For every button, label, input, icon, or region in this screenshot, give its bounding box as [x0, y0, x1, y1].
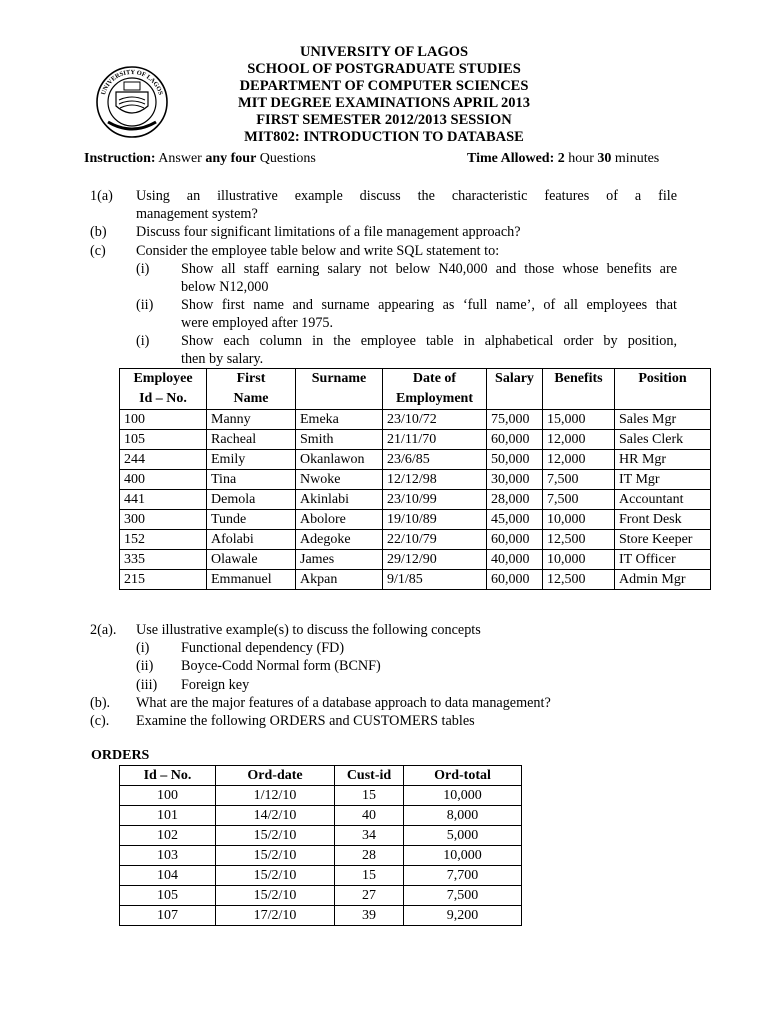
col-header-cust-id: Cust-id [335, 766, 404, 786]
col-header-ord-date: Ord-date [216, 766, 335, 786]
table-cell: 12,000 [543, 430, 615, 450]
table-cell: Okanlawon [296, 450, 383, 470]
q2a-ii-number: (ii) [136, 658, 154, 674]
q1b-number: (b) [90, 224, 107, 240]
orders-table-header-row [120, 766, 522, 786]
instruction-bold: any four [205, 151, 257, 166]
col-header-date-of-employment: Date of Employment [383, 369, 487, 410]
q1c-text: Consider the employee table below and write SQL statement to: [136, 243, 500, 259]
table-cell: 335 [120, 550, 207, 570]
table-cell: 15/2/10 [216, 846, 335, 866]
q1a-text-line2: management system? [136, 206, 258, 222]
q1a-text-line1: Using an illustrative example discuss the characteristic features of a file [136, 188, 677, 204]
table-cell: 45,000 [487, 510, 543, 530]
q2a-text: Use illustrative example(s) to discuss the following concepts [136, 622, 481, 638]
order-row [120, 826, 522, 846]
table-cell: Demola [207, 490, 296, 510]
table-cell: 17/2/10 [216, 906, 335, 926]
table-cell: 12/12/98 [383, 470, 487, 490]
table-cell: 28 [335, 846, 404, 866]
col-header-salary: Salary [487, 369, 543, 410]
q2c-text: Examine the following ORDERS and CUSTOMERS tables [136, 713, 475, 729]
table-cell: 7,500 [543, 470, 615, 490]
header-line-school: SCHOOL OF POSTGRADUATE STUDIES [247, 61, 521, 77]
q1c-iii-number: (i) [136, 333, 150, 349]
q1c-ii-text-line2: were employed after 1975. [181, 315, 334, 331]
employee-row [120, 410, 711, 430]
table-cell: Accountant [615, 490, 711, 510]
time-hours: 2 [557, 151, 565, 166]
table-cell: 7,700 [404, 866, 522, 886]
exam-header [0, 44, 768, 146]
table-cell: 23/6/85 [383, 450, 487, 470]
table-cell: 9,200 [404, 906, 522, 926]
table-cell: James [296, 550, 383, 570]
table-cell: Nwoke [296, 470, 383, 490]
time-allowed [467, 151, 659, 167]
table-cell: 7,500 [543, 490, 615, 510]
table-cell: 60,000 [487, 430, 543, 450]
col-header-first-name: First Name [207, 369, 296, 410]
table-cell: Akpan [296, 570, 383, 590]
order-row [120, 906, 522, 926]
table-cell: 300 [120, 510, 207, 530]
col-header-ord-total: Ord-total [404, 766, 522, 786]
header-line-department: DEPARTMENT OF COMPUTER SCIENCES [239, 78, 529, 94]
table-cell: 34 [335, 826, 404, 846]
col-header-benefits: Benefits [543, 369, 615, 410]
table-cell: Emeka [296, 410, 383, 430]
table-cell: Tina [207, 470, 296, 490]
table-cell: 15 [335, 786, 404, 806]
employee-row [120, 570, 711, 590]
employee-row [120, 530, 711, 550]
employee-row [120, 450, 711, 470]
q1c-iii-text-line2: then by salary. [181, 351, 264, 367]
table-cell: 441 [120, 490, 207, 510]
table-cell: 10,000 [404, 786, 522, 806]
q2a-i-text: Functional dependency (FD) [181, 640, 345, 656]
q1c-i-number: (i) [136, 261, 150, 277]
table-cell: 40 [335, 806, 404, 826]
table-cell: Sales Mgr [615, 410, 711, 430]
employee-table-header-row [120, 369, 711, 410]
table-cell: 27 [335, 886, 404, 906]
time-minute-word: minutes [614, 151, 660, 166]
q1c-number: (c) [90, 243, 106, 259]
instruction-post: Questions [259, 151, 316, 166]
table-cell: 105 [120, 430, 207, 450]
table-cell: Manny [207, 410, 296, 430]
table-cell: Abolore [296, 510, 383, 530]
q2c-number: (c). [90, 713, 110, 729]
table-cell: 23/10/72 [383, 410, 487, 430]
table-cell: 19/10/89 [383, 510, 487, 530]
table-cell: 215 [120, 570, 207, 590]
q2b-text: What are the major features of a database approach to data management? [136, 695, 551, 711]
col-header-id-no: Id – No. [120, 766, 216, 786]
table-cell: 104 [120, 866, 216, 886]
order-row [120, 866, 522, 886]
table-cell: 40,000 [487, 550, 543, 570]
table-cell: 152 [120, 530, 207, 550]
table-cell: 22/10/79 [383, 530, 487, 550]
time-minutes: 30 [597, 151, 612, 166]
table-cell: 15/2/10 [216, 826, 335, 846]
q2a-iii-text: Foreign key [181, 677, 250, 693]
table-cell: Afolabi [207, 530, 296, 550]
time-hour-word: hour [568, 151, 594, 166]
instruction-label: Instruction: [84, 151, 156, 166]
col-header-surname: Surname [296, 369, 383, 410]
q2a-number: 2(a). [90, 622, 117, 638]
table-cell: 100 [120, 410, 207, 430]
order-row [120, 786, 522, 806]
table-cell: 103 [120, 846, 216, 866]
table-cell: 244 [120, 450, 207, 470]
table-cell: 23/10/99 [383, 490, 487, 510]
employee-row [120, 430, 711, 450]
table-cell: 10,000 [543, 550, 615, 570]
table-cell: 14/2/10 [216, 806, 335, 826]
table-cell: 15/2/10 [216, 866, 335, 886]
order-row [120, 806, 522, 826]
logo-text: UNIVERSITY OF LAGOS [99, 68, 165, 96]
q1a-number: 1(a) [90, 188, 113, 204]
table-cell: Store Keeper [615, 530, 711, 550]
table-cell: HR Mgr [615, 450, 711, 470]
table-cell: 39 [335, 906, 404, 926]
table-cell: 105 [120, 886, 216, 906]
table-cell: 107 [120, 906, 216, 926]
instruction-pre: Answer [158, 151, 202, 166]
employee-row [120, 490, 711, 510]
table-cell: 21/11/70 [383, 430, 487, 450]
q2b-number: (b). [90, 695, 111, 711]
table-cell: IT Officer [615, 550, 711, 570]
employee-row [120, 510, 711, 530]
orders-table [119, 765, 522, 926]
table-cell: Smith [296, 430, 383, 450]
table-cell: IT Mgr [615, 470, 711, 490]
order-row [120, 846, 522, 866]
table-cell: Tunde [207, 510, 296, 530]
instruction [84, 151, 316, 167]
table-cell: 60,000 [487, 570, 543, 590]
table-cell: 400 [120, 470, 207, 490]
table-cell: Admin Mgr [615, 570, 711, 590]
table-cell: 28,000 [487, 490, 543, 510]
header-line-university: UNIVERSITY OF LAGOS [299, 44, 469, 60]
table-cell: Emmanuel [207, 570, 296, 590]
q1c-ii-number: (ii) [136, 297, 154, 313]
q1c-i-text-line1: Show all staff earning salary not below N40,000 and those whose benefits are [181, 261, 677, 277]
table-cell: 1/12/10 [216, 786, 335, 806]
header-line-exam: MIT DEGREE EXAMINATIONS APRIL 2013 [238, 95, 530, 111]
table-cell: 15 [335, 866, 404, 886]
table-cell: Adegoke [296, 530, 383, 550]
table-cell: 60,000 [487, 530, 543, 550]
q1b-text: Discuss four significant limitations of a file management approach? [136, 224, 521, 240]
col-header-employee-id: Employee Id – No. [120, 369, 207, 410]
table-cell: 10,000 [543, 510, 615, 530]
table-cell: 5,000 [404, 826, 522, 846]
table-cell: 101 [120, 806, 216, 826]
table-cell: 10,000 [404, 846, 522, 866]
table-cell: Sales Clerk [615, 430, 711, 450]
table-cell: Emily [207, 450, 296, 470]
table-cell: 15/2/10 [216, 886, 335, 906]
table-cell: 8,000 [404, 806, 522, 826]
order-row [120, 886, 522, 906]
time-label: Time Allowed: [467, 151, 555, 166]
header-line-session: FIRST SEMESTER 2012/2013 SESSION [256, 112, 512, 128]
q2a-i-number: (i) [136, 640, 150, 656]
header-line-course: MIT802: INTRODUCTION TO DATABASE [244, 129, 524, 145]
employee-row [120, 470, 711, 490]
table-cell: 7,500 [404, 886, 522, 906]
employee-table [119, 368, 711, 590]
q1c-iii-text-line1: Show each column in the employee table in alphabetical order by position, [181, 333, 677, 349]
q2a-iii-number: (iii) [136, 677, 158, 693]
table-cell: 30,000 [487, 470, 543, 490]
table-cell: Akinlabi [296, 490, 383, 510]
q1c-ii-text-line1: Show first name and surname appearing as ‘full name’, of all employees that [181, 297, 677, 313]
table-cell: 12,000 [543, 450, 615, 470]
table-cell: 12,500 [543, 570, 615, 590]
table-cell: 50,000 [487, 450, 543, 470]
table-cell: Racheal [207, 430, 296, 450]
q1c-i-text-line2: below N12,000 [181, 279, 269, 295]
table-cell: 9/1/85 [383, 570, 487, 590]
table-cell: Front Desk [615, 510, 711, 530]
table-cell: 12,500 [543, 530, 615, 550]
table-cell: 100 [120, 786, 216, 806]
q2a-ii-text: Boyce-Codd Normal form (BCNF) [181, 658, 381, 674]
employee-row [120, 550, 711, 570]
table-cell: Olawale [207, 550, 296, 570]
table-cell: 15,000 [543, 410, 615, 430]
table-cell: 29/12/90 [383, 550, 487, 570]
orders-label: ORDERS [91, 748, 150, 763]
table-cell: 102 [120, 826, 216, 846]
col-header-position: Position [615, 369, 711, 410]
table-cell: 75,000 [487, 410, 543, 430]
